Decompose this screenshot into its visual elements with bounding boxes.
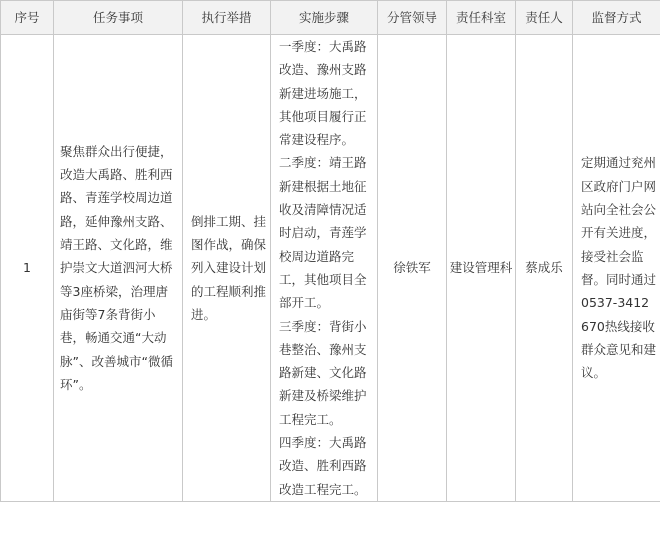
cell-person: 蔡成乐 — [516, 35, 573, 502]
cell-department: 建设管理科 — [447, 35, 516, 502]
cell-leader: 徐铁军 — [378, 35, 447, 502]
step-q4: 四季度：大禹路改造、胜利西路改造工程完工。 — [279, 435, 367, 497]
header-steps: 实施步骤 — [271, 1, 378, 35]
header-task: 任务事项 — [54, 1, 183, 35]
header-supervision: 监督方式 — [573, 1, 660, 35]
header-person: 责任人 — [516, 1, 573, 35]
cell-measures: 倒排工期、挂图作战，确保列入建设计划的工程顺利推进。 — [183, 35, 271, 502]
step-q1: 一季度：大禹路改造、豫州支路新建进场施工，其他项目履行正常建设程序。 — [279, 39, 367, 148]
cell-supervision: 定期通过兖州区政府门户网站向全社会公开有关进度，接受社会监督。同时通过0537-3412670热线接收群众意见和建议。 — [573, 35, 660, 502]
header-row — [1, 1, 660, 35]
cell-task: 聚焦群众出行便捷，改造大禹路、胜利西路、青莲学校周边道路，延伸豫州支路、靖王路、文化路，维护崇文大道泗河大桥等3座桥梁，治理唐庙街等7条背街小巷，畅通交通“大动脉”、改善城市“微循环”。 — [54, 35, 183, 502]
header-leader: 分管领导 — [378, 1, 447, 35]
step-q3: 三季度：背街小巷整治、豫州支路新建、文化路新建及桥梁维护工程完工。 — [279, 318, 367, 427]
step-q2: 二季度：靖王路新建根据土地征收及清障情况适时启动，青莲学校周边道路完工，其他项目全部开工。 — [279, 155, 367, 311]
header-index: 序号 — [1, 1, 54, 35]
header-department: 责任科室 — [447, 1, 516, 35]
header-measures: 执行举措 — [183, 1, 271, 35]
table-row — [1, 35, 660, 502]
cell-index: 1 — [1, 35, 54, 502]
cell-steps — [271, 35, 378, 502]
